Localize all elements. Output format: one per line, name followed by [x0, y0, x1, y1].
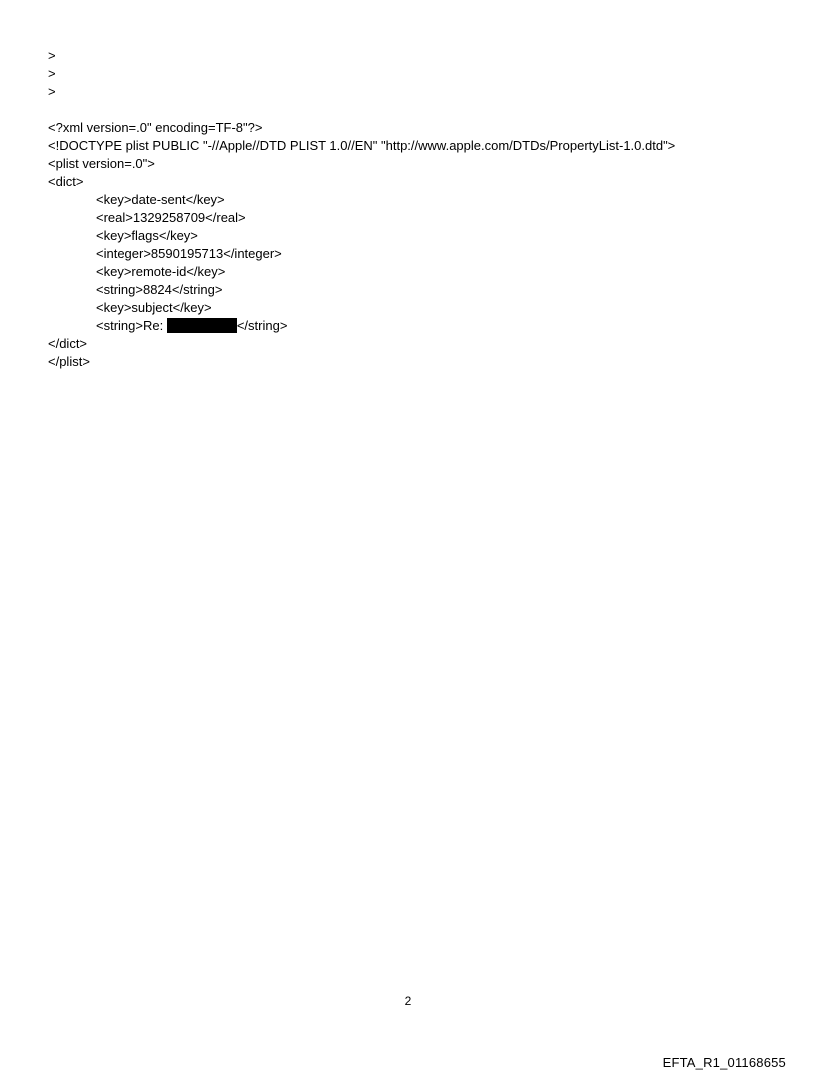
- plist-entry-line: <key>date-sent</key>: [96, 192, 225, 207]
- plist-entry-line: <key>remote-id</key>: [96, 264, 226, 279]
- subject-prefix: <string>Re:: [96, 318, 167, 333]
- plist-close-tag: </plist>: [48, 354, 90, 369]
- page-number: 2: [404, 994, 412, 1008]
- subject-line: [48, 317, 675, 335]
- plist-entry-line: <string>8824</string>: [96, 282, 223, 297]
- plist-entry-line: <key>subject</key>: [96, 300, 212, 315]
- xml-declaration: <?xml version=.0" encoding=TF-8"?>: [48, 120, 263, 135]
- plist-entry-line: <integer>8590195713</integer>: [96, 246, 282, 261]
- subject-suffix: </string>: [236, 318, 288, 333]
- quote-marker: >: [48, 48, 56, 63]
- quote-marker: >: [48, 84, 56, 99]
- redaction-box: [167, 318, 237, 333]
- bates-number: EFTA_R1_01168655: [662, 1055, 786, 1070]
- quote-marker: >: [48, 66, 56, 81]
- blank-line: [48, 101, 675, 119]
- plist-entry-line: <real>1329258709</real>: [96, 210, 246, 225]
- dict-close-tag: </dict>: [48, 336, 88, 351]
- document-body: [48, 47, 675, 371]
- dict-open-tag: <dict>: [48, 174, 84, 189]
- plist-entry-line: <key>flags</key>: [96, 228, 198, 243]
- plist-open-tag: <plist version=.0">: [48, 156, 155, 171]
- doctype-line: <!DOCTYPE plist PUBLIC "-//Apple//DTD PLIST 1.0//EN" "http://www.apple.com/DTDs/PropertyList-1.0.dtd">: [48, 138, 676, 153]
